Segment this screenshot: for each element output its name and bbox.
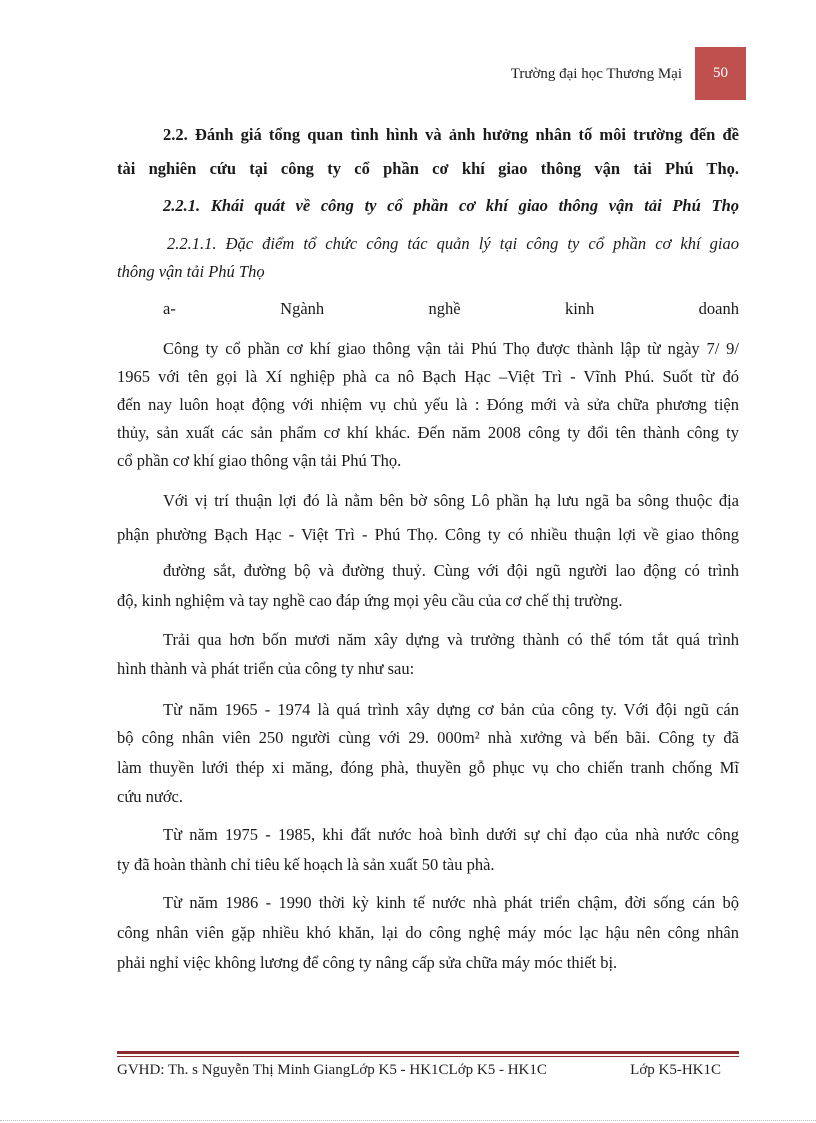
heading-2-2-1-1-line1: 2.2.1.1. Đặc điểm tổ chức công tác quản lý tại công ty cổ phần cơ khí giao [167, 234, 739, 253]
para1-line5: cổ phần cơ khí giao thông vận tải Phú Thọ. [117, 451, 402, 470]
para5-line1: Từ năm 1965 - 1974 là quá trình xây dựng cơ bản của công ty. Với đội ngũ cán [163, 700, 739, 719]
para5-line4: cứu nước. [117, 787, 184, 806]
para5-line3: làm thuyền lưới thép xi măng, đóng phà, thuyền gỗ phục vụ cho chiến tranh chống Mĩ [117, 758, 739, 777]
heading-2-2-1: 2.2.1. Khái quát về công ty cổ phần cơ khí giao thông vận tải Phú Thọ [163, 196, 739, 215]
heading-2-2-line2: tài nghiên cứu tại công ty cổ phần cơ khí giao thông vận tải Phú Thọ. [117, 159, 739, 178]
header-title: Trường đại học Thương Mại [510, 66, 682, 82]
para4-line1: Trải qua hơn bốn mươi năm xây dựng và trưởng thành có thể tóm tắt quá trình [163, 630, 739, 649]
heading-2-2-line1: 2.2. Đánh giá tổng quan tình hình và ảnh hưởng nhân tố môi trường đến đề [163, 125, 739, 144]
para3-line1: đường sắt, đường bộ và đường thuỷ. Cùng với đội ngũ người lao động có trình [163, 561, 739, 580]
para1-line4: thủy, sản xuất các sản phẩm cơ khí khác. Đến năm 2008 công ty đổi tên thành công ty [117, 423, 739, 442]
para1-line2: 1965 với tên gọi là Xí nghiệp phà ca nô Bạch Hạc –Việt Trì - Vĩnh Phú. Suốt từ đó [117, 367, 739, 386]
para1-line3: đến nay luôn hoạt động với nhiệm vụ chủ yếu là : Đóng mới và sửa chữa phương tiện [117, 395, 739, 414]
item-a-business-lines: a- Ngành nghề kinh doanh [163, 299, 739, 318]
footer-rule-thin [117, 1056, 739, 1057]
page-number-badge: 50 [695, 47, 746, 100]
para3-line2: độ, kinh nghiệm và tay nghề cao đáp ứng mọi yêu cầu của cơ chế thị trường. [117, 591, 623, 610]
para5-line2: bộ công nhân viên 250 người cùng với 29. 000m² nhà xưởng và bến bãi. Công ty đã [117, 728, 739, 747]
para1-line1: Công ty cổ phần cơ khí giao thông vận tải Phú Thọ được thành lập từ ngày 7/ 9/ [163, 339, 739, 358]
para7-line1: Từ năm 1986 - 1990 thời kỳ kinh tế nước nhà phát triển chậm, đời sống cán bộ [163, 893, 739, 912]
footer-rule-thick [117, 1051, 739, 1054]
footer-class: Lớp K5-HK1C [630, 1062, 721, 1078]
heading-2-2-1-1-line2: thông vận tải Phú Thọ [117, 262, 265, 281]
para2-line1: Với vị trí thuận lợi đó là nằm bên bờ sông Lô phần hạ lưu ngã ba sông thuộc địa [163, 491, 739, 510]
para6-line2: ty đã hoàn thành chỉ tiêu kế hoạch là sản xuất 50 tàu phà. [117, 855, 495, 874]
para6-line1: Từ năm 1975 - 1985, khi đất nước hoà bình dưới sự chỉ đạo của nhà nước công [163, 825, 739, 844]
para7-line2: công nhân viên gặp nhiều khó khăn, lại do công nghệ máy móc lạc hậu nên công nhân [117, 923, 739, 942]
para2-line2: phận phường Bạch Hạc - Việt Trì - Phú Thọ. Công ty có nhiều thuận lợi về giao thông [117, 525, 739, 544]
para4-line2: hình thành và phát triển của công ty như sau: [117, 659, 415, 678]
footer-supervisor: GVHD: Th. s Nguyễn Thị Minh GiangLớp K5 - HK1CLớp K5 - HK1C [117, 1062, 547, 1078]
page-bottom-border [0, 1120, 816, 1121]
para7-line3: phải nghỉ việc không lương để công ty nâng cấp sửa chữa máy móc thiết bị. [117, 953, 618, 972]
